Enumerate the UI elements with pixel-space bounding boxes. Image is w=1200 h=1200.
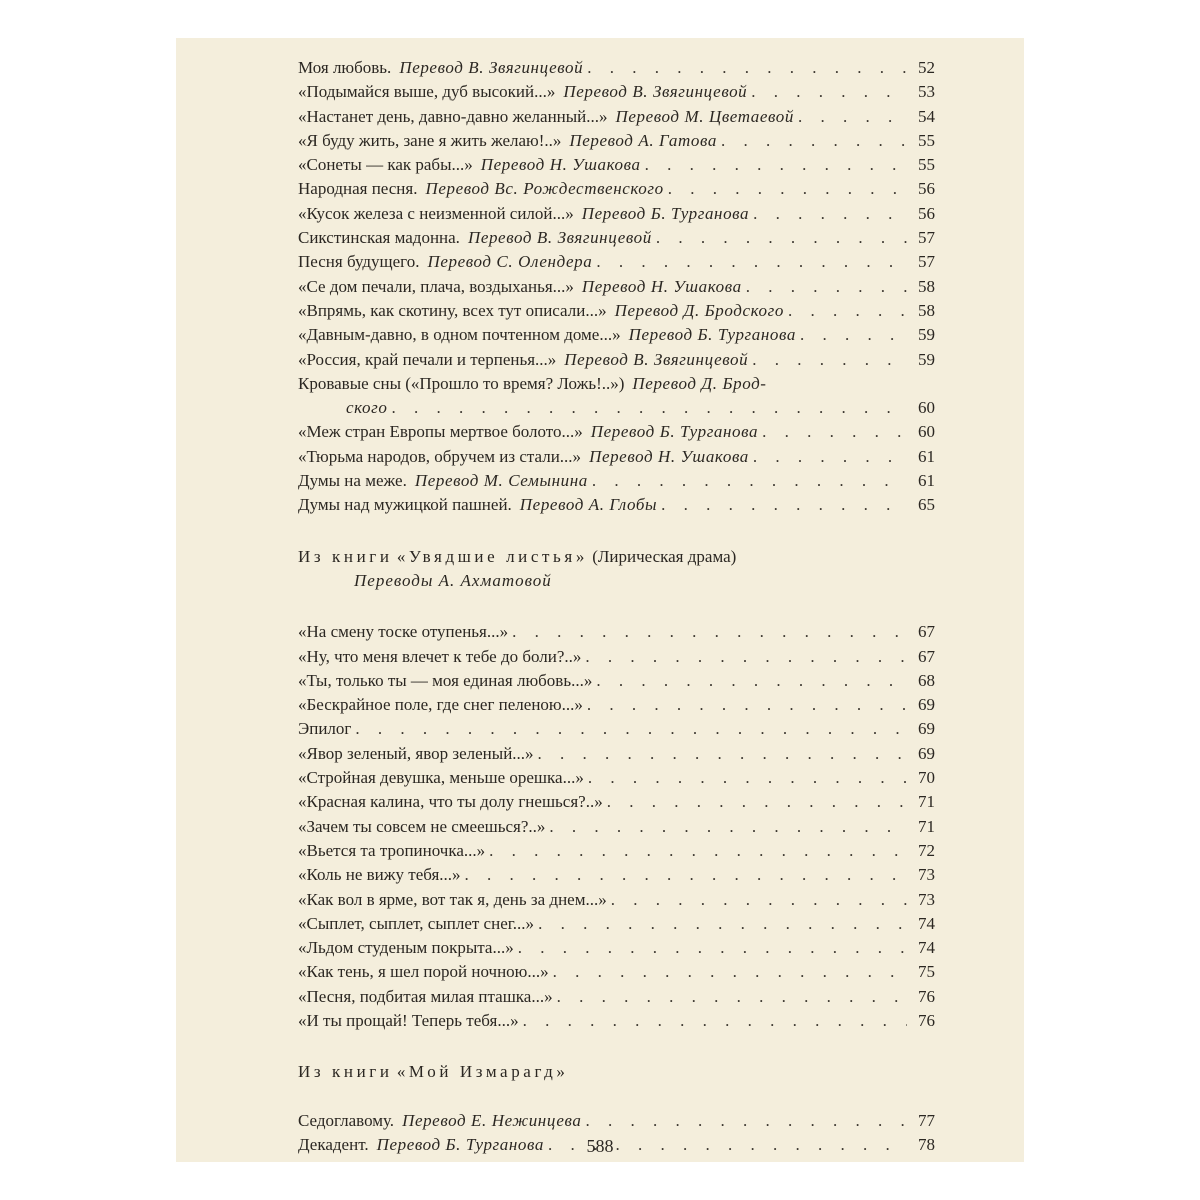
section-heading [298,545,935,569]
toc-entry [298,888,935,912]
dot-leader [391,396,907,420]
dot-leader [788,299,907,323]
toc-entry [298,717,935,741]
section-book-subtitle: (Лирическая драма) [592,546,737,566]
entry-page: 61 [918,446,935,466]
entry-translator: Перевод М. Цветаевой [615,106,795,126]
dot-leader [585,645,907,669]
dot-leader [752,348,907,372]
toc-entry [298,56,935,80]
section-prefix: Из книги [298,1062,393,1082]
entry-page: 73 [918,865,935,885]
dot-leader [668,177,907,201]
toc-entry [298,839,935,863]
dot-leader [751,80,907,104]
toc-entry [298,693,935,717]
spacer [298,518,935,545]
entry-title: «Песня, подбитая милая пташка...» [298,986,553,1006]
toc-entry [298,620,935,644]
spacer [298,1033,935,1060]
entry-translator: Перевод Б. Турганова [376,1134,544,1154]
entry-page: 56 [918,179,935,199]
toc-entry [298,275,935,299]
toc-entry [298,960,935,984]
dot-leader [465,863,907,887]
entry-title: «И ты прощай! Теперь тебя...» [298,1010,519,1030]
entry-title: «Се дом печали, плача, воздыханья...» [298,276,574,296]
entry-title: «Стройная девушка, меньше орешка...» [298,768,584,788]
dot-leader [538,742,907,766]
entry-translator: Перевод Н. Ушакова [480,155,641,175]
entry-page: 74 [918,913,935,933]
toc-entry [298,153,935,177]
toc-entry [298,815,935,839]
entry-page: 70 [918,768,935,788]
entry-page: 77 [918,1110,935,1130]
toc-entry [298,1009,935,1033]
dot-leader [489,839,907,863]
toc-entry [298,1109,935,1133]
spacer [298,593,935,620]
dot-leader [592,469,907,493]
entry-page: 76 [918,986,935,1006]
entry-page: 71 [918,816,935,836]
entry-translator: Перевод М. Семынина [414,471,588,491]
entry-page: 61 [918,471,935,491]
entry-page: 76 [918,1010,935,1030]
entry-title: «На смену тоске отупенья...» [298,622,509,642]
entry-title: «Красная калина, что ты долу гнешься?..» [298,792,603,812]
toc-entry [298,790,935,814]
toc-entry [298,645,935,669]
dot-leader [549,815,907,839]
entry-title: «Ты, только ты — моя единая любовь...» [298,670,593,690]
dot-leader [557,985,907,1009]
dot-leader [661,493,907,517]
entry-title: «Бескрайное поле, где снег пеленою...» [298,695,583,715]
toc-entry [298,420,935,444]
entry-page: 53 [918,82,935,102]
entry-page: 54 [918,106,935,126]
section-translator: Переводы А. Ахматовой [354,570,552,590]
entry-title: «Льдом студеным покрыта...» [298,938,514,958]
entry-page: 73 [918,889,935,909]
entry-page: 69 [918,695,935,715]
dot-leader [800,323,907,347]
dot-leader [596,669,907,693]
entry-translator-continuation: ского [346,398,388,418]
toc-entry [298,323,935,347]
entry-page: 71 [918,792,935,812]
entry-title: Народная песня. [298,179,418,199]
table-of-contents [298,56,935,1157]
entry-translator: Перевод Д. Брод- [632,373,767,393]
entry-title: «Тюрьма народов, обручем из стали...» [298,446,582,466]
dot-leader [798,105,907,129]
toc-entry [298,766,935,790]
dot-leader [753,202,907,226]
entry-title: «Настанет день, давно-давно желанный...» [298,106,608,126]
entry-page: 55 [918,130,935,150]
entry-title: Думы над мужицкой пашней. [298,495,512,515]
toc-entry [298,177,935,201]
entry-title: «Кусок железа с неизменной силой...» [298,203,574,223]
entry-page: 60 [918,422,935,442]
dot-leader [656,226,907,250]
entry-page: 59 [918,325,935,345]
toc-entry [298,80,935,104]
entry-title: «Меж стран Европы мертвое болото...» [298,422,583,442]
toc-entry [298,493,935,517]
toc-entry [298,469,935,493]
entry-page: 75 [918,962,935,982]
toc-entry [298,202,935,226]
dot-leader [596,250,907,274]
entry-page: 55 [918,155,935,175]
entry-translator: Перевод А. Гатова [569,130,717,150]
dot-leader [645,153,907,177]
entry-title: «Явор зеленый, явор зеленый...» [298,743,534,763]
entry-translator: Перевод С. Олендера [427,252,593,272]
entry-page: 60 [918,398,935,418]
toc-entry [298,936,935,960]
entry-title: Кровавые сны («Прошло то время? Ложь!..») [298,373,625,393]
page-number: 588 [586,1136,614,1156]
entry-translator: Перевод Вс. Рождественского [425,179,664,199]
dot-leader [518,936,907,960]
entry-translator: Перевод В. Звягинцевой [563,82,748,102]
section-book-title: «Увядшие листья» [396,546,588,566]
section-heading [298,1060,935,1084]
entry-page: 57 [918,252,935,272]
entry-title: «Россия, край печали и терпенья...» [298,349,557,369]
entry-translator: Перевод Б. Турганова [628,325,796,345]
toc-entry [298,669,935,693]
toc-entry [298,742,935,766]
entry-title: «Сыплет, сыплет, сыплет снег...» [298,913,535,933]
entry-page: 52 [918,58,935,77]
dot-leader [587,56,907,80]
toc-entry [298,912,935,936]
entry-title: «Как вол в ярме, вот так я, день за днем...» [298,889,607,909]
entry-title: Сикстинская мадонна. [298,228,460,248]
entry-page: 59 [918,349,935,369]
entry-page: 69 [918,719,935,739]
toc-entry [298,250,935,274]
dot-leader [512,620,907,644]
toc-entry [298,105,935,129]
entry-page: 72 [918,840,935,860]
entry-translator: Перевод Н. Ушакова [589,446,749,466]
dot-leader [523,1009,907,1033]
entry-page: 78 [918,1134,935,1154]
section-prefix: Из книги [298,546,393,566]
dot-leader [585,1109,907,1133]
entry-page: 69 [918,743,935,763]
entry-title: «Вьется та тропиночка...» [298,840,486,860]
section-book-title: «Мой Измарагд» [396,1062,569,1082]
entry-page: 65 [918,495,935,515]
entry-page: 67 [918,646,935,666]
entry-title: «Зачем ты совсем не смеешься?..» [298,816,546,836]
entry-title: «Я буду жить, зане я жить желаю!..» [298,130,562,150]
dot-leader [753,445,907,469]
entry-page: 74 [918,938,935,958]
entry-translator: Перевод Б. Турганова [581,203,750,223]
dot-leader [587,693,907,717]
entry-title: Эпилог [298,719,352,739]
entry-title: «Сонеты — как рабы...» [298,155,473,175]
entry-title: «Впрямь, как скотину, всех тут описали...» [298,300,607,320]
entry-translator: Перевод А. Глобы [519,495,658,515]
entry-translator: Перевод В. Звягинцевой [564,349,749,369]
dot-leader [611,888,907,912]
entry-title: «Ну, что меня влечет к тебе до боли?..» [298,646,582,666]
dot-leader [355,717,907,741]
entry-title: «Коль не вижу тебя...» [298,865,461,885]
entry-page: 56 [918,203,935,223]
entry-translator: Перевод Н. Ушакова [581,276,742,296]
toc-entry [298,445,935,469]
entry-translator: Перевод В. Звягинцевой [467,228,652,248]
dot-leader [538,912,907,936]
entry-title: «Как тень, я шел порой ночною...» [298,962,549,982]
toc-entry-continuation [298,396,935,420]
dot-leader [746,275,907,299]
entry-translator: Перевод Д. Бродского [614,300,784,320]
entry-page: 58 [918,276,935,296]
dot-leader [762,420,907,444]
entry-title: Седоглавому. [298,1110,395,1130]
entry-page: 58 [918,300,935,320]
toc-entry [298,299,935,323]
dot-leader [607,790,907,814]
entry-title: «Давным-давно, в одном почтенном доме...» [298,325,621,345]
toc-entry [298,985,935,1009]
toc-entry [298,863,935,887]
entry-translator: Перевод Б. Турганова [590,422,759,442]
spacer [298,1085,935,1109]
entry-translator: Перевод Е. Нежинцева [402,1110,582,1130]
dot-leader [553,960,907,984]
entry-title: Думы на меже. [298,471,407,491]
dot-leader [588,766,907,790]
entry-translator: Перевод В. Звягинцевой [399,58,584,77]
entry-title: Моя любовь. [298,58,392,77]
entry-title: «Подымайся выше, дуб высокий...» [298,82,556,102]
toc-entry [298,129,935,153]
toc-entry [298,226,935,250]
entry-page: 68 [918,670,935,690]
entry-title: Песня будущего. [298,252,420,272]
toc-entry [298,348,935,372]
entry-page: 67 [918,622,935,642]
entry-page: 57 [918,228,935,248]
dot-leader [721,129,907,153]
toc-entry [298,372,935,396]
entry-title: Декадент. [298,1134,369,1154]
